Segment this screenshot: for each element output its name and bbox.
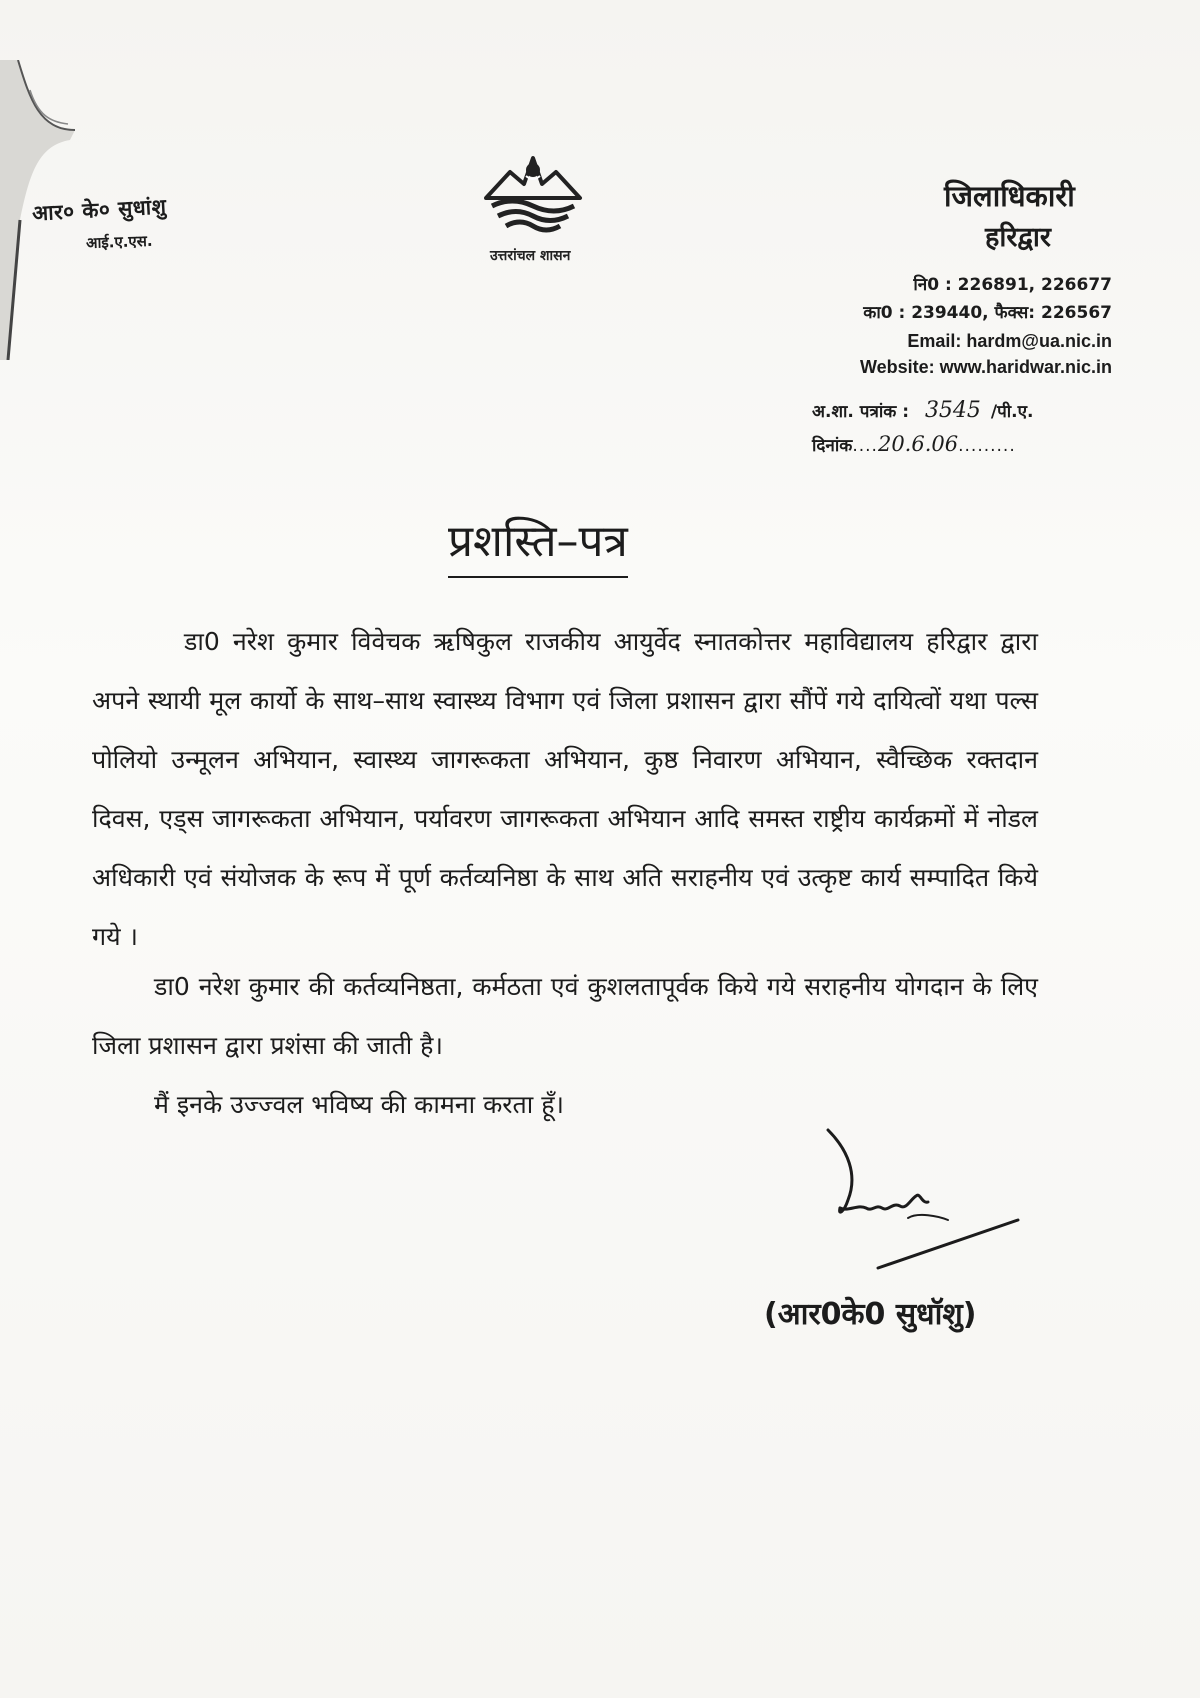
office-place: हरिद्वार	[985, 222, 1051, 253]
citation-paragraph-1: डा0 नरेश कुमार विवेचक ऋषिकुल राजकीय आयुर्वेद स्नातकोत्तर महाविद्यालय हरिद्वार द्वारा अपने स्थायी मूल कार्यो के साथ–साथ स्वास्थ्य विभाग एवं जिला प्रशासन द्वारा सौंपें गये दायित्वों यथा पल्स पोलियो उन्मूलन अभियान, स्वास्थ्य जागरूकता अभियान, कुष्ठ निवारण अभियान, स्वैच्छिक रक्तदान दिवस, एड्स जागरूकता अभियान, पर्यावरण जागरूकता अभियान आदि समस्त राष्ट्रीय कार्यक्रमों में नोडल अधिकारी एवं संयोजक के रूप में पूर्ण कर्तव्यनिष्ठा के साथ अति सराहनीय एवं उत्कृष्ट कार्य सम्पादित किये गये ।	[92, 627, 1038, 951]
document-title: प्रशस्ति–पत्र	[448, 512, 628, 578]
citation-paragraph-2: डा0 नरेश कुमार की कर्तव्यनिष्ठता, कर्मठता एवं कुशलतापूर्वक किये गये सराहनीय योगदान के लिए जिला प्रशासन द्वारा प्रशंसा की जाती है।	[92, 972, 1038, 1060]
letter-number-label: अ.शा. पत्रांक :	[812, 402, 910, 422]
sender-service: आई.ए.एस.	[85, 231, 153, 253]
letter-number	[812, 398, 1033, 423]
office-phone-fax: का0 : 239440, फैक्स: 226567	[863, 303, 1112, 323]
sender-name: आर० के० सुधांशु	[31, 194, 168, 226]
handwritten-signature	[818, 1120, 1038, 1270]
letter-date-label: दिनांक	[812, 436, 853, 456]
signatory-name: (आर0के0 सुधॉशु)	[764, 1297, 977, 1332]
residence-phone: नि0 : 226891, 226677	[913, 275, 1112, 295]
letter-date-value: 20.6.06	[877, 432, 959, 456]
letter-number-suffix: /पी.ए.	[990, 402, 1034, 422]
letter-date: दिनांक....20.6.06.........	[812, 432, 1016, 456]
website-address: Website: www.haridwar.nic.in	[859, 357, 1112, 377]
uttarakhand-emblem-icon	[478, 136, 588, 246]
emblem-caption: उत्तरांचल शासन	[490, 248, 571, 264]
email-address: Email: hardm@ua.nic.in	[907, 331, 1112, 351]
office-title: जिलाधिकारी	[944, 179, 1075, 213]
letter-number-value: 3545	[924, 398, 981, 423]
citation-paragraph-3: मैं इनके उज्ज्वल भविष्य की कामना करता हूँ।	[154, 1090, 564, 1119]
